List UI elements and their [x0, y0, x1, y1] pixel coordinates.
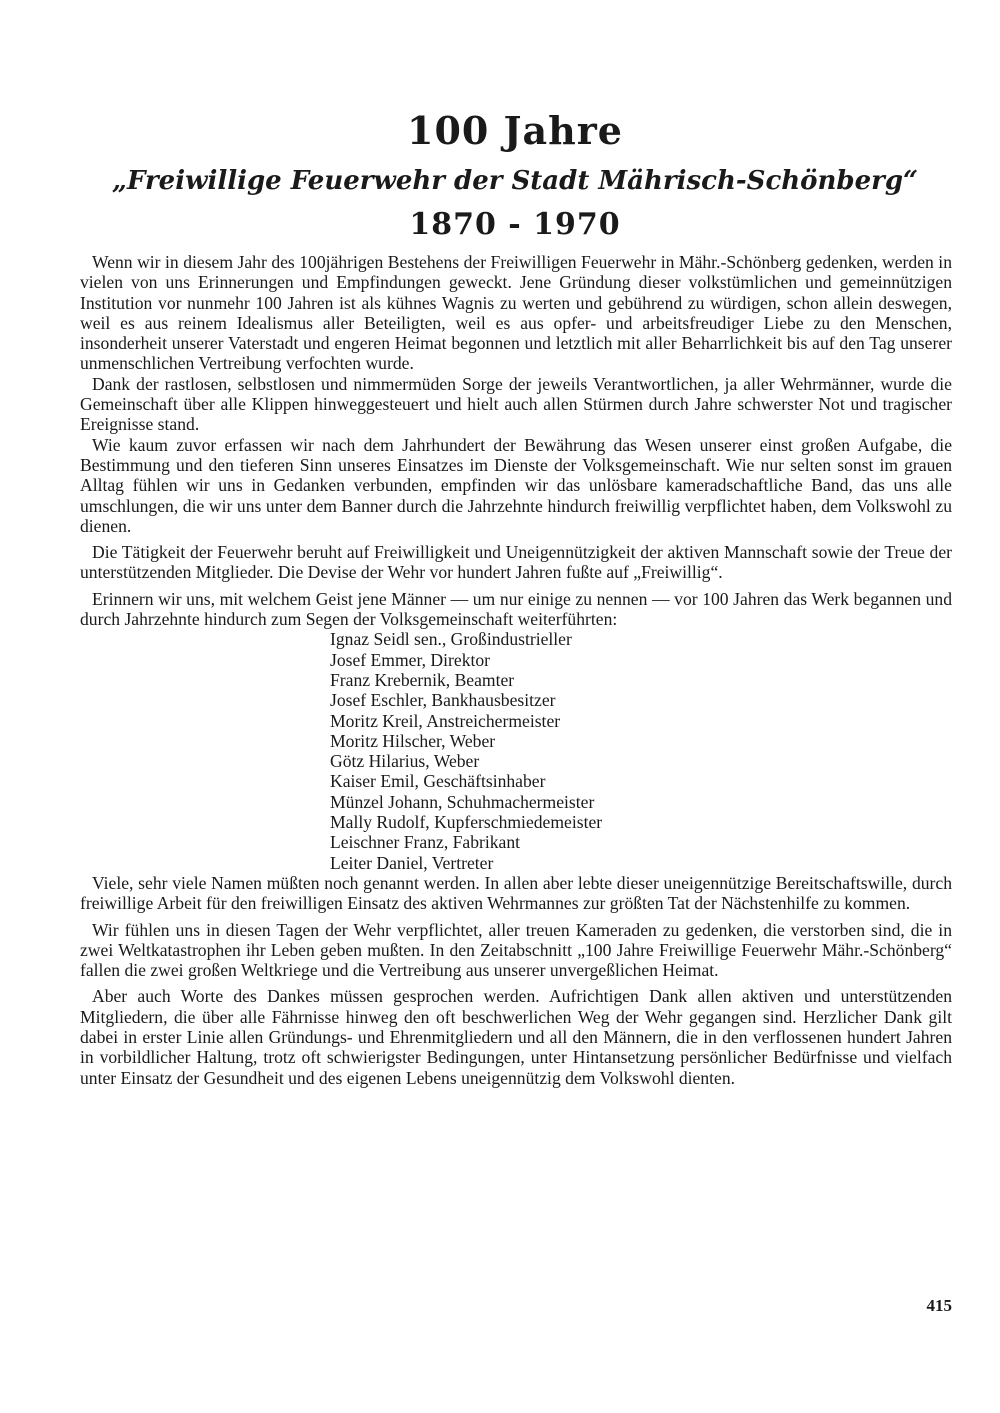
- founding-members-list: [330, 629, 952, 873]
- title-subtitle: „Freiwillige Feuerwehr der Stadt Mährisch-Schönberg“: [112, 166, 918, 196]
- paragraph: Aber auch Worte des Dankes müssen gesprochen werden. Aufrichtigen Dank allen aktiven und unterstützenden Mitgliedern, die über alle Fährnisse hinweg den oft beschwerlichen Weg der Wehr gegangen sind. Herzlicher Dank gilt dabei in erster Linie allen Gründungs- und Ehrenmitgliedern und all den Männern, die in den verflossenen hundert Jahren in vorbildlicher Haltung, trotz oft schwierigster Bedingungen, unter Hintansetzung persönlicher Bedürfnisse und vielfach unter Einsatz der Gesundheit und des eigenen Lebens uneigennützig dem Volkswohl dienten.: [80, 986, 952, 1088]
- member-item: Leischner Franz, Fabrikant: [330, 832, 521, 853]
- member-item: Leiter Daniel, Vertreter: [330, 852, 494, 873]
- member-item: Josef Emmer, Direktor: [330, 649, 491, 670]
- paragraph: Dank der rastlosen, selbstlosen und nimmermüden Sorge der jeweils Verantwortlichen, ja aller Wehrmänner, wurde die Gemeinschaft über alle Klippen hinweggesteuert und hielt auch allen Stürmen durch Jahre schwerster Not und tragischer Ereignisse stand.: [80, 373, 952, 435]
- paragraph: Wenn wir in diesem Jahr des 100jährigen Bestehens der Freiwilligen Feuerwehr in Mähr.-Schönberg gedenken, werden in vielen von uns Erinnerungen und Empfindungen geweckt. Jene Gründung dieser volkstümlichen und gemeinnützigen Institution vor nunmehr 100 Jahren ist als kühnes Wagnis zu werten und gebührend zu würdigen, schon allein deswegen, weil es aus reinem Idealismus aller Beteiligten, weil es aus opfer- und arbeitsfreudiger Liebe zu den Menschen, insonderheit unserer Vaterstadt und engeren Heimat begonnen und letztlich mit aller Beharrlichkeit bis auf den Tag unserer unmenschlichen Vertreibung verfochten wurde.: [80, 252, 952, 374]
- member-item: Josef Eschler, Bankhausbesitzer: [330, 690, 556, 711]
- member-item: Ignaz Seidl sen., Großindustrieller: [330, 629, 572, 650]
- paragraph: Wie kaum zuvor erfassen wir nach dem Jahrhundert der Bewährung das Wesen unserer einst großen Aufgabe, die Bestimmung und den tieferen Sinn unseres Einsatzes im Dienste der Volksgemeinschaft. Wie nur selten sonst im grauen Alltag fühlen wir uns in Gedanken verbunden, empfinden wir das unlösbare kameradschaftliche Band, das uns alle umschlungen, die wir uns unter dem Banner durch die Jahrzehnte hindurch freiwillig verpflichtet haben, dem Volkswohl zu dienen.: [80, 434, 952, 536]
- paragraph: Viele, sehr viele Namen müßten noch genannt werden. In allen aber lebte dieser uneigennützige Bereitschaftswille, durch freiwillige Arbeit für den freiwilligen Einsatz des aktiven Wehrmannes zur größten Tat der Nächstenhilfe zu kommen.: [80, 872, 952, 914]
- member-item: Mally Rudolf, Kupferschmiedemeister: [330, 812, 603, 833]
- paragraph: Wir fühlen uns in diesen Tagen der Wehr verpflichtet, aller treuen Kameraden zu gedenken, die verstorben sind, die in zwei Weltkatastrophen ihr Leben geben mußten. In den Zeitabschnitt „100 Jahre Freiwillige Feuerwehr Mähr.-Schönberg“ fallen die zwei großen Weltkriege und die Vertreibung aus unserer unvergeßlichen Heimat.: [80, 919, 952, 981]
- member-item: Kaiser Emil, Geschäftsinhaber: [330, 771, 546, 792]
- member-item: Moritz Kreil, Anstreichermeister: [330, 710, 561, 731]
- member-item: Franz Krebernik, Beamter: [330, 669, 515, 690]
- member-item: Moritz Hilscher, Weber: [330, 730, 496, 751]
- title-years: 1870 - 1970: [409, 207, 621, 242]
- paragraph: Erinnern wir uns, mit welchem Geist jene Männer — um nur einige zu nennen — vor 100 Jahren das Werk begannen und durch Jahrzehnte hindurch zum Segen der Volksgemeinschaft weiterführten:: [80, 588, 952, 630]
- member-item: Götz Hilarius, Weber: [330, 751, 480, 772]
- page-number: 415: [926, 1296, 952, 1315]
- member-item: Münzel Johann, Schuhmachermeister: [330, 791, 595, 812]
- title-block: [80, 108, 950, 244]
- paragraph: Die Tätigkeit der Feuerwehr beruht auf Freiwilligkeit und Uneigennützigkeit der aktiven Mannschaft sowie der Treue der unterstützenden Mitglieder. Die Devise der Wehr vor hundert Jahren fußte auf „Freiwillig“.: [80, 542, 952, 583]
- title-heading: 100 Jahre: [407, 108, 623, 153]
- article-body: [80, 252, 952, 1088]
